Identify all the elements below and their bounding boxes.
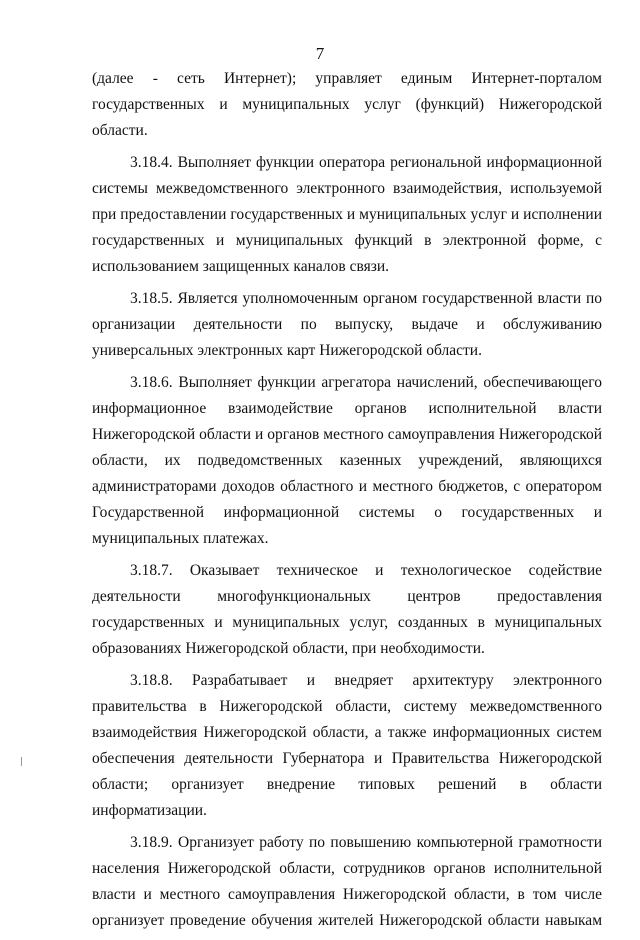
page-number: 7 (315, 44, 325, 63)
paragraph-3-18-6: 3.18.6. Выполняет функции агрегатора начислений, обеспечивающего информационное взаимодействие органов исполнительной власти Нижегородской области и органов местного самоуправления Нижегородской области, их подведомственных казенных учреждений, являющихся администраторами доходов областного и местного бюджетов, с оператором Государственной информационной системы о государственных и муниципальных платежах. (92, 374, 602, 547)
paragraph-continuation: (далее - сеть Интернет); управляет единым Интернет-порталом государственных и муниципальных услуг (функций) Нижегородской области. (92, 70, 602, 139)
paragraph-3-18-7: 3.18.7. Оказывает техническое и технологическое содействие деятельности многофункциональных центров предоставления государственных и муниципальных услуг, созданных в муниципальных образованиях Нижегородской области, при необходимости. (92, 562, 602, 657)
scan-artifact-mark (21, 757, 22, 766)
paragraph-3-18-5: 3.18.5. Является уполномоченным органом государственной власти по организации деятельности по выпуску, выдаче и обслуживанию универсальных электронных карт Нижегородской области. (92, 290, 602, 359)
paragraph-3-18-4: 3.18.4. Выполняет функции оператора региональной информационной системы межведомственного электронного взаимодействия, используемой при предоставлении государственных и муниципальных услуг и исполнении государственных и муниципальных функций в электронной форме, с использованием защищенных каналов связи. (92, 154, 602, 275)
paragraph-3-18-9: 3.18.9. Организует работу по повышению компьютерной грамотности населения Нижегородской области, сотрудников органов исполнительной власти и местного самоуправления Нижегородской области, в том числе организует проведение обучения жителей Нижегородской области навыкам (92, 834, 602, 929)
document-body (92, 66, 602, 940)
paragraph-3-18-8: 3.18.8. Разрабатывает и внедряет архитектуру электронного правительства в Нижегородской области, систему межведомственного взаимодействия Нижегородской области, а также информационных систем обеспечения деятельности Губернатора и Правительства Нижегородской области; организует внедрение типовых решений в области информатизации. (92, 672, 602, 819)
